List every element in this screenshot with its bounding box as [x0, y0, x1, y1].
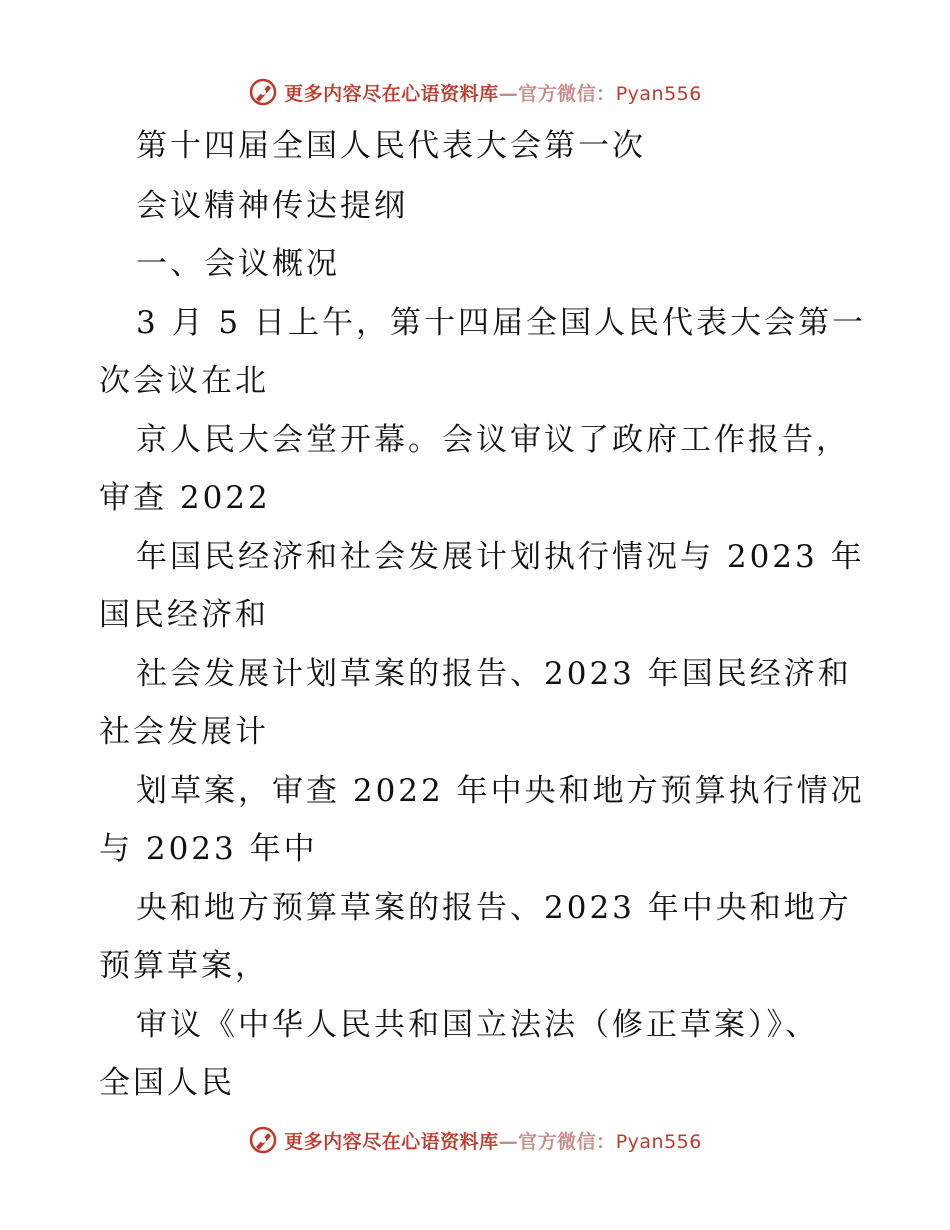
paragraph-line: 社会发展计 — [99, 714, 269, 750]
watermark-highlight: 更多内容尽在心语资料库 — [284, 82, 499, 105]
watermark-wechat-label: 官方微信： — [518, 82, 616, 105]
watermark-separator: — — [498, 1130, 519, 1153]
section-heading: 一、会议概况 — [136, 246, 340, 282]
paragraph-line: 预算草案， — [99, 948, 269, 984]
paragraph-line: 全国人民 — [99, 1065, 235, 1101]
watermark-wechat-label: 官方微信： — [518, 1130, 616, 1153]
watermark-separator: — — [498, 82, 519, 105]
watermark-text — [284, 1127, 702, 1154]
paragraph-line: 次会议在北 — [99, 363, 269, 399]
paragraph-line: 央和地方预算草案的报告、2023 年中央和地方 — [136, 890, 852, 926]
paragraph-line: 审查 2022 — [99, 480, 271, 516]
paragraph-line: 年国民经济和社会发展计划执行情况与 2023 年 — [136, 539, 865, 575]
paragraph-line: 国民经济和 — [99, 597, 269, 633]
paragraph-line: 3 月 5 日上午，第十四届全国人民代表大会第一 — [136, 305, 867, 341]
paragraph-line: 京人民大会堂开幕。会议审议了政府工作报告， — [136, 422, 850, 458]
watermark-account: Pyan556 — [615, 1130, 702, 1153]
paragraph-line: 社会发展计划草案的报告、2023 年国民经济和 — [136, 656, 852, 692]
paragraph-line: 审议《中华人民共和国立法法（修正草案）》、 — [136, 1007, 819, 1043]
pen-logo-icon — [248, 1125, 278, 1155]
watermark-account: Pyan556 — [615, 82, 702, 105]
footer-watermark — [0, 1120, 950, 1160]
doc-title-line-2: 会议精神传达提纲 — [136, 188, 408, 224]
watermark-highlight: 更多内容尽在心语资料库 — [284, 1130, 499, 1153]
paragraph-line: 划草案，审查 2022 年中央和地方预算执行情况 — [136, 773, 865, 809]
paragraph-line: 与 2023 年中 — [99, 831, 318, 867]
doc-title-line-1: 第十四届全国人民代表大会第一次 — [136, 128, 646, 164]
